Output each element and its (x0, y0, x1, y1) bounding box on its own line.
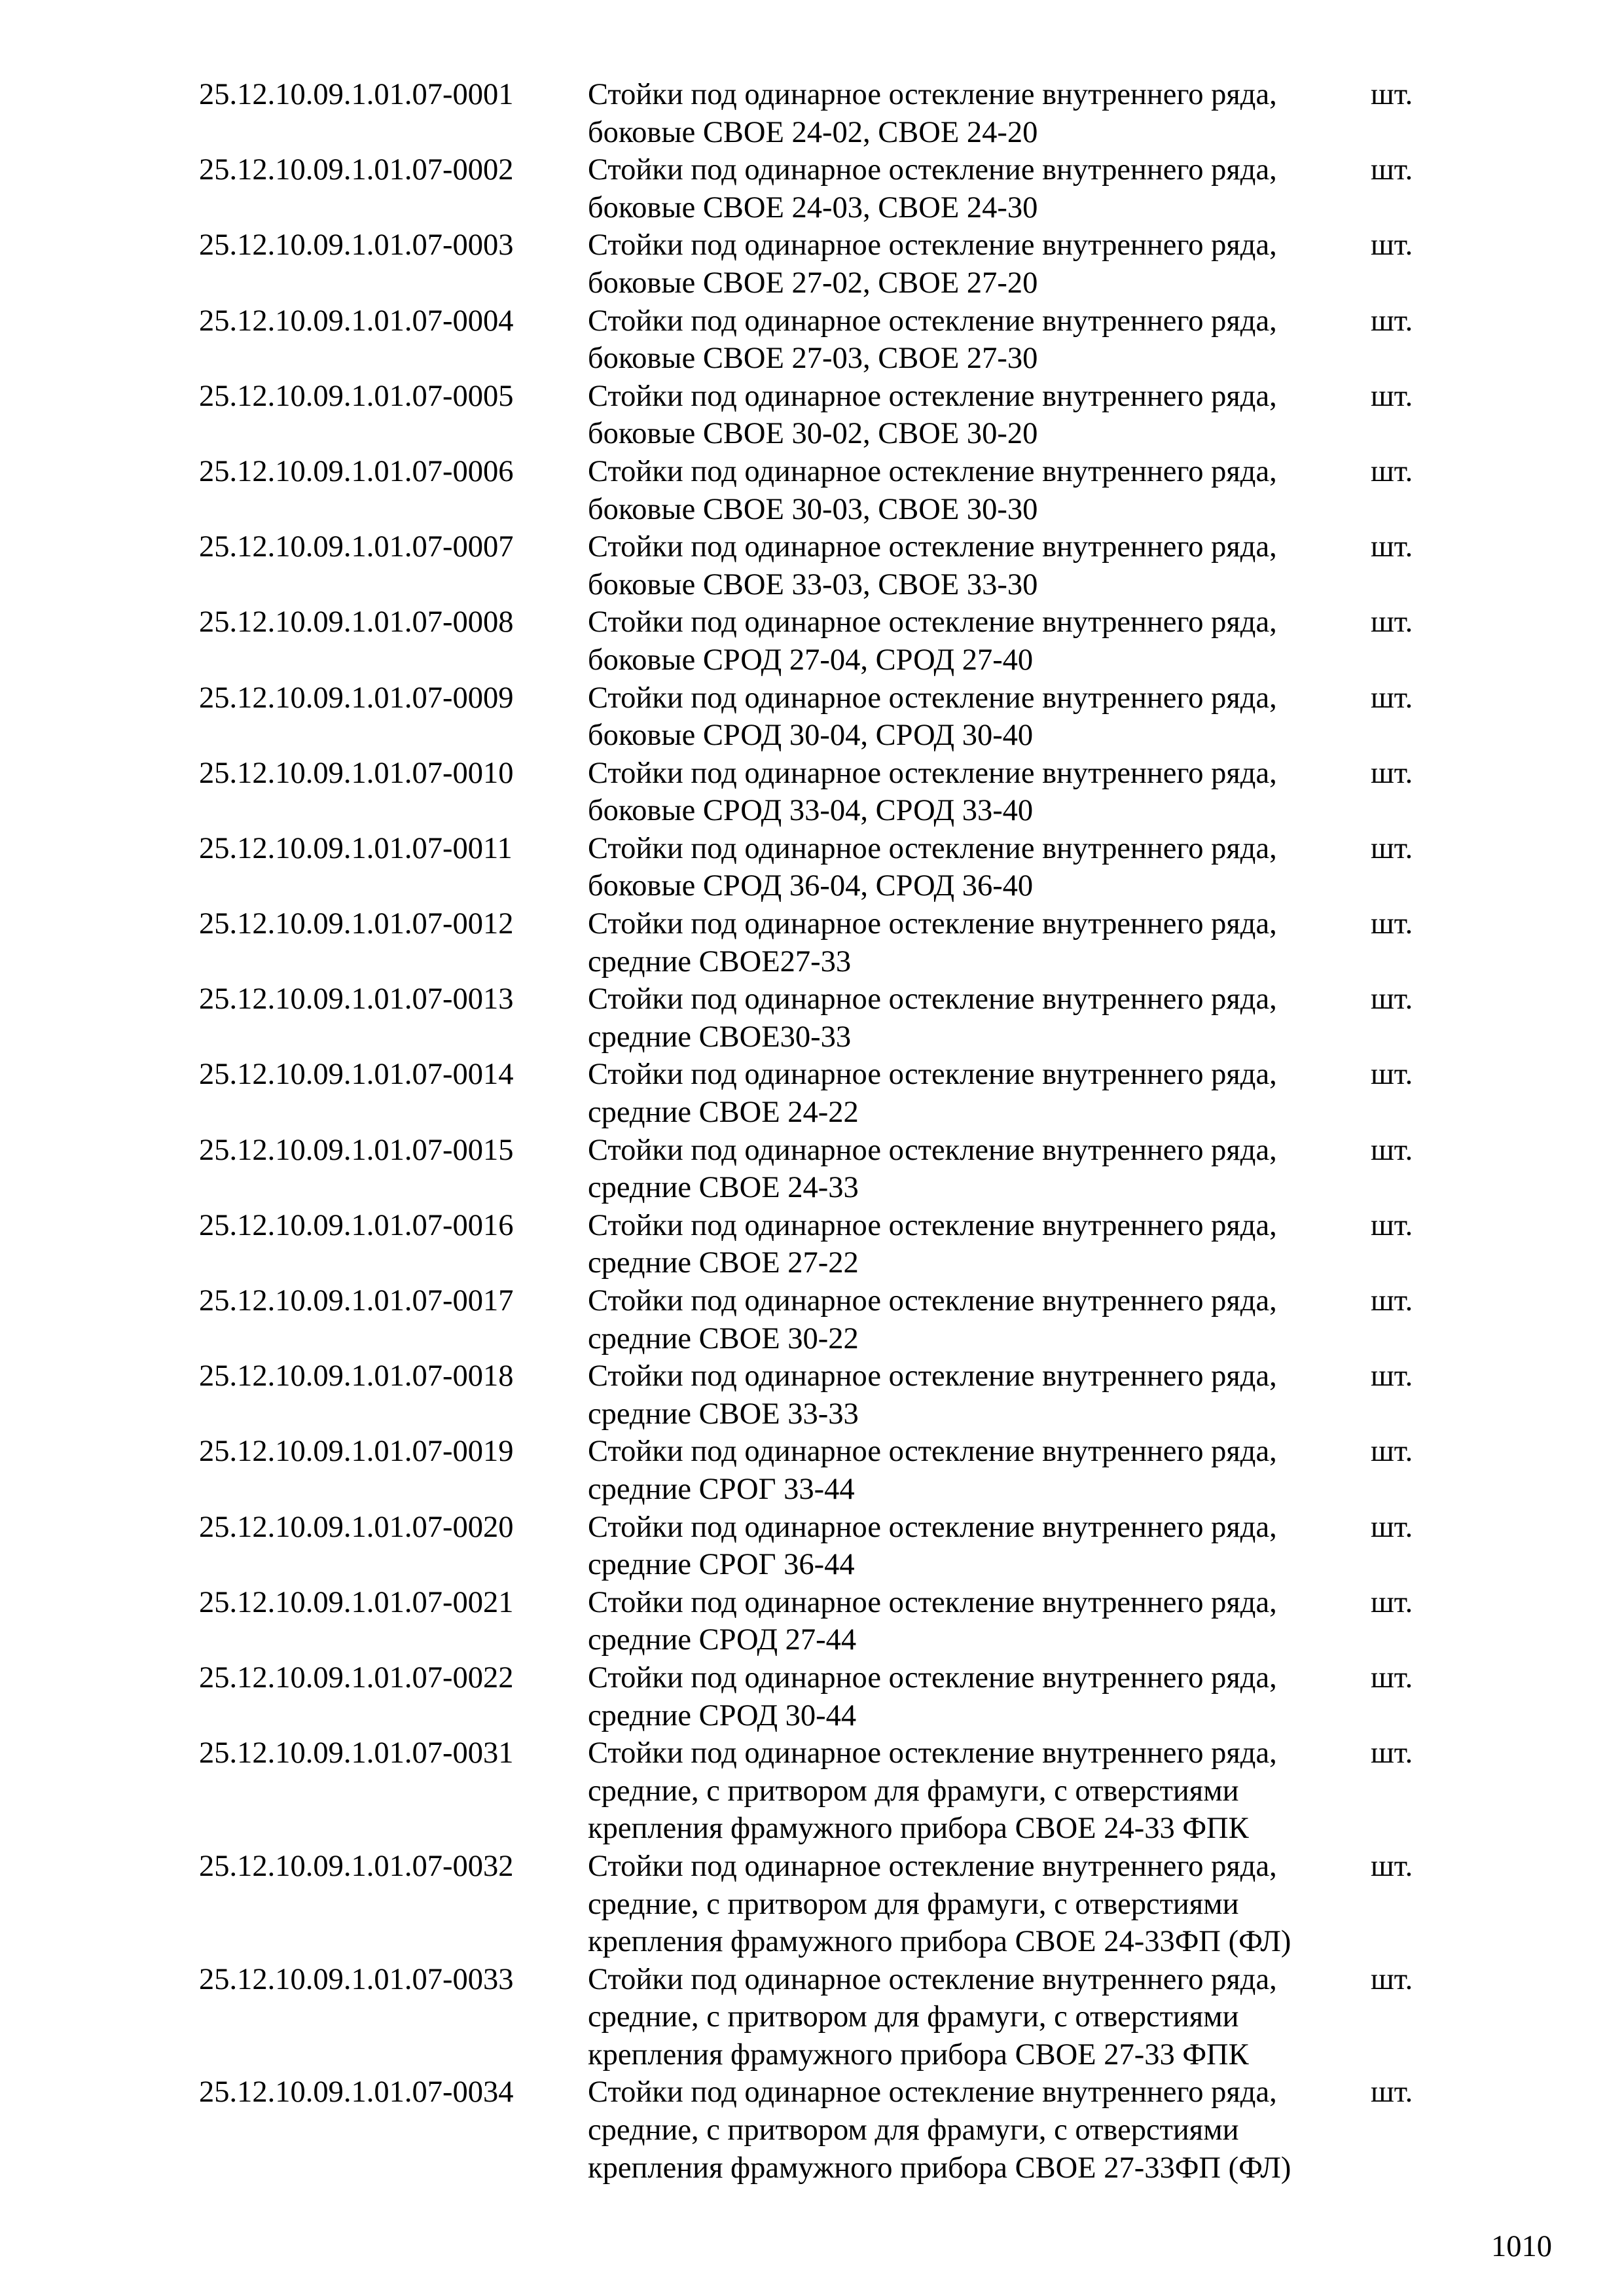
item-unit: шт. (1371, 2075, 1413, 2109)
list-item (0, 603, 1624, 679)
item-description-line: Стойки под одинарное остекление внутреннего ряда, (588, 1133, 1277, 1167)
item-code: 25.12.10.09.1.01.07-0001 (199, 78, 514, 111)
item-description-line: Стойки под одинарное остекление внутреннего ряда, (588, 1585, 1277, 1619)
list-item (0, 1734, 1624, 1848)
list-item (0, 1056, 1624, 1131)
item-description-line: боковые СРОД 27-04, СРОД 27-40 (588, 643, 1034, 677)
item-code: 25.12.10.09.1.01.07-0009 (199, 681, 514, 715)
item-description-line: боковые СВОЕ 27-02, СВОЕ 27-20 (588, 266, 1038, 300)
item-code: 25.12.10.09.1.01.07-0017 (199, 1284, 514, 1318)
item-code: 25.12.10.09.1.01.07-0016 (199, 1208, 514, 1242)
item-description (588, 76, 1360, 151)
item-description-line: Стойки под одинарное остекление внутреннего ряда, (588, 605, 1277, 639)
item-code: 25.12.10.09.1.01.07-0006 (199, 454, 514, 488)
item-description-line: средние СВОЕ30-33 (588, 1020, 852, 1054)
item-unit: шт. (1371, 1849, 1413, 1883)
item-unit: шт. (1371, 1133, 1413, 1167)
item-unit: шт. (1371, 1510, 1413, 1544)
item-code: 25.12.10.09.1.01.07-0021 (199, 1585, 514, 1619)
item-description (588, 1357, 1360, 1433)
item-code: 25.12.10.09.1.01.07-0013 (199, 982, 514, 1016)
item-description-line: Стойки под одинарное остекление внутреннего ряда, (588, 530, 1277, 564)
item-description-line: боковые СВОЕ 27-03, СВОЕ 27-30 (588, 342, 1038, 376)
item-description-line: Стойки под одинарное остекление внутреннего ряда, (588, 304, 1277, 338)
item-description-line: средние СРОД 27-44 (588, 1623, 857, 1657)
item-code: 25.12.10.09.1.01.07-0003 (199, 228, 514, 262)
item-code: 25.12.10.09.1.01.07-0004 (199, 304, 514, 338)
item-unit: шт. (1371, 1585, 1413, 1619)
item-unit: шт. (1371, 1208, 1413, 1242)
item-code: 25.12.10.09.1.01.07-0018 (199, 1359, 514, 1393)
item-description-line: Стойки под одинарное остекление внутреннего ряда, (588, 228, 1277, 262)
item-description (588, 1056, 1360, 1131)
item-unit: шт. (1371, 982, 1413, 1016)
item-unit: шт. (1371, 1359, 1413, 1393)
item-description-line: средние СРОГ 36-44 (588, 1548, 855, 1582)
list-item (0, 1132, 1624, 1207)
item-code: 25.12.10.09.1.01.07-0007 (199, 530, 514, 564)
item-description (588, 1132, 1360, 1207)
list-item (0, 1848, 1624, 1961)
item-code: 25.12.10.09.1.01.07-0015 (199, 1133, 514, 1167)
item-unit: шт. (1371, 756, 1413, 790)
item-description-line: Стойки под одинарное остекление внутреннего ряда, (588, 1058, 1277, 1092)
item-code: 25.12.10.09.1.01.07-0011 (199, 831, 513, 865)
list-item (0, 1433, 1624, 1508)
item-unit: шт. (1371, 1962, 1413, 1996)
item-unit: шт. (1371, 1435, 1413, 1469)
list-item (0, 1282, 1624, 1357)
item-unit: шт. (1371, 1284, 1413, 1318)
item-description (588, 1584, 1360, 1659)
item-description (588, 2073, 1360, 2187)
item-code: 25.12.10.09.1.01.07-0022 (199, 1660, 514, 1695)
list-item (0, 453, 1624, 528)
item-description-line: Стойки под одинарное остекление внутреннего ряда, (588, 1284, 1277, 1318)
list-item (0, 980, 1624, 1056)
item-description-line: средние, с притвором для фрамуги, с отверстиями (588, 1887, 1239, 1921)
list-item (0, 151, 1624, 226)
item-description (588, 1207, 1360, 1282)
item-code: 25.12.10.09.1.01.07-0019 (199, 1435, 514, 1469)
item-description-line: боковые СВОЕ 30-02, СВОЕ 30-20 (588, 417, 1038, 451)
item-description-line: Стойки под одинарное остекление внутреннего ряда, (588, 379, 1277, 413)
item-description-line: Стойки под одинарное остекление внутреннего ряда, (588, 1736, 1277, 1770)
item-description-line: крепления фрамужного прибора СВОЕ 24-33 ФПК (588, 1812, 1249, 1846)
item-description-line: средние СРОД 30-44 (588, 1698, 857, 1732)
list-item (0, 302, 1624, 378)
item-description-line: средние, с притвором для фрамуги, с отверстиями (588, 1774, 1239, 1808)
item-code: 25.12.10.09.1.01.07-0020 (199, 1510, 514, 1544)
item-unit: шт. (1371, 153, 1413, 187)
item-description-line: Стойки под одинарное остекление внутреннего ряда, (588, 1435, 1277, 1469)
item-description-line: Стойки под одинарное остекление внутреннего ряда, (588, 454, 1277, 488)
item-description (588, 905, 1360, 980)
item-description-line: Стойки под одинарное остекление внутреннего ряда, (588, 982, 1277, 1016)
item-code: 25.12.10.09.1.01.07-0033 (199, 1962, 514, 1996)
item-code: 25.12.10.09.1.01.07-0005 (199, 379, 514, 413)
item-unit: шт. (1371, 605, 1413, 639)
item-description (588, 1848, 1360, 1961)
item-description (588, 1734, 1360, 1848)
list-item (0, 226, 1624, 302)
item-unit: шт. (1371, 530, 1413, 564)
list-item (0, 528, 1624, 603)
item-description (588, 151, 1360, 226)
item-code: 25.12.10.09.1.01.07-0031 (199, 1736, 514, 1770)
item-description-line: Стойки под одинарное остекление внутреннего ряда, (588, 1962, 1277, 1996)
item-description (588, 679, 1360, 755)
item-description (588, 1961, 1360, 2074)
item-description (588, 378, 1360, 453)
item-description-line: средние СВОЕ 24-33 (588, 1171, 859, 1205)
item-description (588, 980, 1360, 1056)
list-item (0, 679, 1624, 755)
list-item (0, 1207, 1624, 1282)
item-description (588, 528, 1360, 603)
list-item (0, 755, 1624, 830)
item-unit: шт. (1371, 831, 1413, 865)
item-description-line: Стойки под одинарное остекление внутреннего ряда, (588, 1510, 1277, 1544)
item-description-line: боковые СРОД 30-04, СРОД 30-40 (588, 719, 1034, 753)
item-unit: шт. (1371, 78, 1413, 111)
item-unit: шт. (1371, 228, 1413, 262)
item-code: 25.12.10.09.1.01.07-0002 (199, 153, 514, 187)
item-description (588, 1509, 1360, 1584)
item-description (588, 1433, 1360, 1508)
item-unit: шт. (1371, 1736, 1413, 1770)
item-description-line: боковые СРОД 33-04, СРОД 33-40 (588, 794, 1034, 828)
item-unit: шт. (1371, 379, 1413, 413)
item-description (588, 830, 1360, 905)
item-description-line: средние СВОЕ 33-33 (588, 1397, 859, 1431)
item-description-line: Стойки под одинарное остекление внутреннего ряда, (588, 907, 1277, 941)
list-item (0, 378, 1624, 453)
item-code: 25.12.10.09.1.01.07-0014 (199, 1058, 514, 1092)
list-item (0, 1659, 1624, 1734)
item-description (588, 755, 1360, 830)
item-unit: шт. (1371, 304, 1413, 338)
item-description-line: Стойки под одинарное остекление внутреннего ряда, (588, 681, 1277, 715)
item-description-line: Стойки под одинарное остекление внутреннего ряда, (588, 756, 1277, 790)
item-description-line: Стойки под одинарное остекление внутреннего ряда, (588, 831, 1277, 865)
item-description-line: средние СВОЕ 27-22 (588, 1246, 859, 1280)
item-description-line: Стойки под одинарное остекление внутреннего ряда, (588, 78, 1277, 111)
list-item (0, 1584, 1624, 1659)
item-code: 25.12.10.09.1.01.07-0008 (199, 605, 514, 639)
list-item (0, 830, 1624, 905)
item-unit: шт. (1371, 681, 1413, 715)
item-unit: шт. (1371, 1660, 1413, 1695)
item-code: 25.12.10.09.1.01.07-0034 (199, 2075, 514, 2109)
item-description (588, 603, 1360, 679)
item-code: 25.12.10.09.1.01.07-0032 (199, 1849, 514, 1883)
list-item (0, 1357, 1624, 1433)
item-description (588, 302, 1360, 378)
price-list (0, 76, 1624, 2187)
list-item (0, 1509, 1624, 1584)
item-description-line: средние, с притвором для фрамуги, с отверстиями (588, 2000, 1239, 2034)
list-item (0, 1961, 1624, 2074)
item-description (588, 1659, 1360, 1734)
item-description-line: средние СВОЕ 24-22 (588, 1096, 859, 1130)
list-item (0, 76, 1624, 151)
item-unit: шт. (1371, 1058, 1413, 1092)
item-code: 25.12.10.09.1.01.07-0010 (199, 756, 514, 790)
item-description-line: Стойки под одинарное остекление внутреннего ряда, (588, 2075, 1277, 2109)
item-description-line: Стойки под одинарное остекление внутреннего ряда, (588, 1208, 1277, 1242)
item-description-line: крепления фрамужного прибора СВОЕ 24-33ФП (ФЛ) (588, 1925, 1291, 1959)
item-description-line: Стойки под одинарное остекление внутреннего ряда, (588, 1359, 1277, 1393)
item-description-line: боковые СРОД 36-04, СРОД 36-40 (588, 869, 1034, 903)
item-description-line: Стойки под одинарное остекление внутреннего ряда, (588, 153, 1277, 187)
item-description-line: Стойки под одинарное остекление внутреннего ряда, (588, 1660, 1277, 1695)
item-description-line: средние СВОЕ27-33 (588, 944, 852, 978)
item-description-line: боковые СВОЕ 33-03, СВОЕ 33-30 (588, 567, 1038, 601)
list-item (0, 905, 1624, 980)
item-description-line: средние СВОЕ 30-22 (588, 1321, 859, 1355)
item-description (588, 1282, 1360, 1357)
item-description (588, 226, 1360, 302)
item-unit: шт. (1371, 454, 1413, 488)
item-description (588, 453, 1360, 528)
item-description-line: боковые СВОЕ 24-02, СВОЕ 24-20 (588, 115, 1038, 149)
item-description-line: боковые СВОЕ 24-03, СВОЕ 24-30 (588, 190, 1038, 224)
item-description-line: средние СРОГ 33-44 (588, 1472, 855, 1506)
item-description-line: крепления фрамужного прибора СВОЕ 27-33 ФПК (588, 2037, 1249, 2072)
list-item (0, 2073, 1624, 2187)
page-number: 1010 (1491, 2230, 1552, 2263)
item-description-line: крепления фрамужного прибора СВОЕ 27-33ФП (ФЛ) (588, 2151, 1291, 2185)
item-description-line: Стойки под одинарное остекление внутреннего ряда, (588, 1849, 1277, 1883)
item-description-line: средние, с притвором для фрамуги, с отверстиями (588, 2113, 1239, 2147)
item-description-line: боковые СВОЕ 30-03, СВОЕ 30-30 (588, 492, 1038, 526)
item-unit: шт. (1371, 907, 1413, 941)
item-code: 25.12.10.09.1.01.07-0012 (199, 907, 514, 941)
